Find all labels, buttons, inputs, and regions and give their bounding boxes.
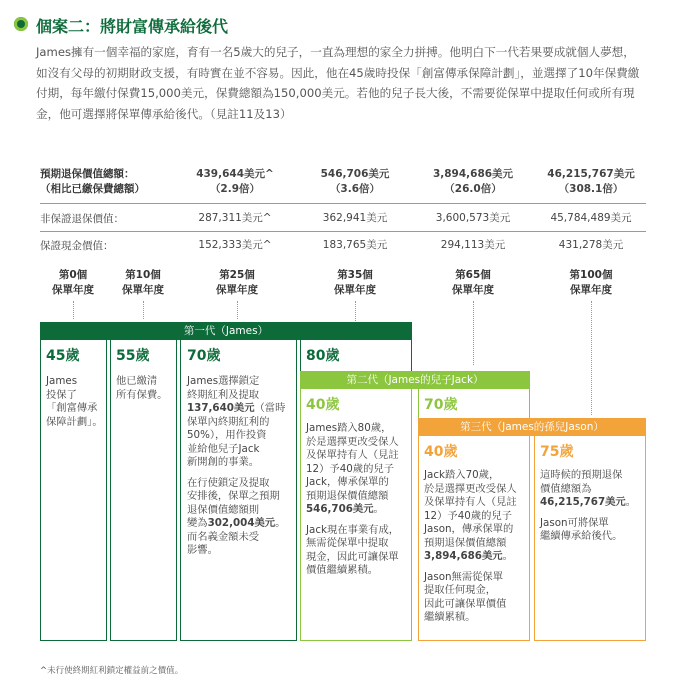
projected-multiple: （2.9倍） (209, 183, 261, 195)
gen2-col-40 (300, 388, 412, 641)
gen3-col-75 (534, 435, 646, 641)
year-label-line1: 第35個 (337, 269, 373, 281)
event-text-part: 這時候的預期退保 價值總額為 (540, 469, 623, 495)
gen2-band: 第二代（James的兒子Jack） (300, 371, 530, 389)
projected-amount: 439,644美元^ (196, 168, 274, 180)
year-connector (73, 301, 74, 319)
non-guaranteed-value: 3,600,573美元 (435, 212, 511, 224)
year-label-line2: 保單年度 (52, 284, 94, 296)
non-guaranteed-value: 362,941美元 (322, 212, 388, 224)
age-label: 70歲 (187, 348, 221, 364)
gen2-col-70 (418, 388, 530, 418)
event-text (540, 469, 645, 510)
year-label-line2: 保單年度 (122, 284, 164, 296)
year-label-35 (322, 268, 388, 298)
year-connector (473, 301, 474, 365)
gen1-col-55 (110, 339, 177, 641)
year-label-line1: 第100個 (569, 269, 613, 281)
projected-label-line2: （相比已繳保費總額） (40, 183, 145, 195)
gen3-band: 第三代（James的孫兒Jason） (418, 418, 646, 436)
projected-multiple: （3.6倍） (329, 183, 381, 195)
table-divider (40, 203, 646, 204)
projected-value-100 (534, 167, 648, 197)
year-connector (591, 301, 592, 415)
surrender-amount: 302,004美元 (207, 517, 276, 529)
surrender-amount: 546,706美元 (306, 503, 374, 515)
year-label-line1: 第10個 (125, 269, 161, 281)
event-text-part: 在行使鎖定及提取 安排後，保單之預期 退保價值總額則 變為 (187, 476, 280, 529)
guaranteed-value: 294,113美元 (440, 239, 506, 251)
event-text-part: 。 (625, 496, 637, 508)
gen1-col-70 (180, 339, 297, 641)
event-text-part: （當時 保單內終期紅利的 50%），用作投資 並給他兒子Jack 新開創的事業。 (187, 402, 286, 468)
guaranteed-value: 431,278美元 (558, 239, 624, 251)
event-text-part: James選擇鎖定 終期紅利及提取 (187, 375, 260, 401)
event-text-part: 。 (373, 503, 384, 515)
projected-value-35 (300, 167, 410, 197)
surrender-amount: 46,215,767美元 (540, 496, 626, 508)
projected-label (40, 167, 145, 197)
age-label: 75歲 (540, 444, 574, 460)
event-text: James 投保了 「創富傳承 保障計劃」。 (46, 375, 103, 428)
year-label-line2: 保單年度 (334, 284, 376, 296)
age-label: 70歲 (424, 397, 458, 413)
projected-label-line1: 預期退保價值總額： (40, 168, 135, 180)
event-text (187, 477, 296, 558)
event-text-part: 。 (502, 550, 513, 562)
event-text (306, 422, 411, 517)
gen1-col-45 (40, 339, 107, 641)
event-text (187, 375, 296, 470)
event-text: Jason可將保單 繼續傳承給後代。 (540, 516, 623, 542)
guaranteed-label: 保證現金價值： (40, 240, 114, 252)
gen1-band: 第一代（James） (40, 322, 412, 340)
projected-multiple: （26.0倍） (444, 183, 502, 195)
year-label-10 (110, 268, 176, 298)
year-label-0 (40, 268, 106, 298)
year-label-line1: 第65個 (455, 269, 491, 281)
event-text-part: James踏入80歲， 於是選擇更改受保人 及保單持有人（見註 12）予40歲的兒子 Jack，傳承保單的 預期退保價值總額 (306, 422, 399, 502)
event-text-part: Jack踏入70歲， 於是選擇更改受保人 及保單持有人（見註 12）予40歲的兒子 Jason，傳承保單的 預期退保價值總額 (424, 469, 517, 549)
non-guaranteed-label: 非保證退保價值： (40, 213, 124, 225)
projected-amount: 46,215,767美元 (547, 168, 635, 180)
year-connector (237, 301, 238, 319)
year-label-25 (204, 268, 270, 298)
non-guaranteed-value: 45,784,489美元 (550, 212, 632, 224)
section-bullet-icon (14, 17, 28, 31)
event-text: Jason無需從保單 提取任何現金， 因此可讓保單價值 繼續累積。 (424, 570, 507, 623)
year-label-line1: 第0個 (58, 269, 88, 281)
projected-amount: 546,706美元 (320, 168, 390, 180)
year-label-line2: 保單年度 (216, 284, 258, 296)
guaranteed-value: 183,765美元 (322, 239, 388, 251)
age-label: 80歲 (306, 348, 340, 364)
table-divider (40, 231, 646, 232)
year-label-100 (558, 268, 624, 298)
year-label-65 (440, 268, 506, 298)
event-text: Jack現在事業有成， 無需從保單中提取 現金，因此可讓保單 價值繼續累積。 (306, 523, 400, 576)
withdrawal-amount: 137,640美元 (187, 402, 255, 414)
year-connector (143, 301, 144, 319)
surrender-amount: 3,894,686美元 (424, 550, 503, 562)
projected-multiple: （308.1倍） (558, 183, 624, 195)
event-text: 他已繳清 所有保費。 (116, 375, 168, 401)
gen3-col-40 (418, 435, 530, 641)
age-label: 45歲 (46, 348, 80, 364)
projected-value-65 (418, 167, 528, 197)
projected-amount: 3,894,686美元 (432, 168, 514, 180)
non-guaranteed-value: 287,311美元^ (198, 212, 272, 224)
page-title: 個案二：將財富傳承給後代 (36, 17, 229, 36)
year-label-line2: 保單年度 (452, 284, 494, 296)
projected-value-25 (180, 167, 290, 197)
year-label-line1: 第25個 (219, 269, 255, 281)
age-label: 40歲 (306, 397, 340, 413)
intro-paragraph: James擁有一個幸福的家庭，育有一名5歲大的兒子，一直為理想的家全力拼搏。他明白下一代若果要成就個人夢想，如沒有父母的初期財政支援，有時實在並不容易。因此，他在45歲時投保「創富傳承保障計劃」，並選擇了10年保費繳付期，每年繳付保費15,000美元，保費總額為150,000美元。若他的兒子長大後，不需要從保單中提取任何或所有現金，他可選擇將保單傳承給後代。（見註11及13） (36, 45, 640, 121)
event-text (424, 469, 529, 564)
guaranteed-value: 152,333美元^ (198, 239, 272, 251)
year-label-line2: 保單年度 (570, 284, 612, 296)
age-label: 55歲 (116, 348, 150, 364)
event-text-part: 。 而名義金額未受 影響。 (187, 517, 286, 556)
age-label: 40歲 (424, 444, 458, 460)
footnote: ^未行使終期紅利鎖定權益前之價值。 (40, 666, 184, 676)
gen1-col-80 (300, 339, 412, 371)
